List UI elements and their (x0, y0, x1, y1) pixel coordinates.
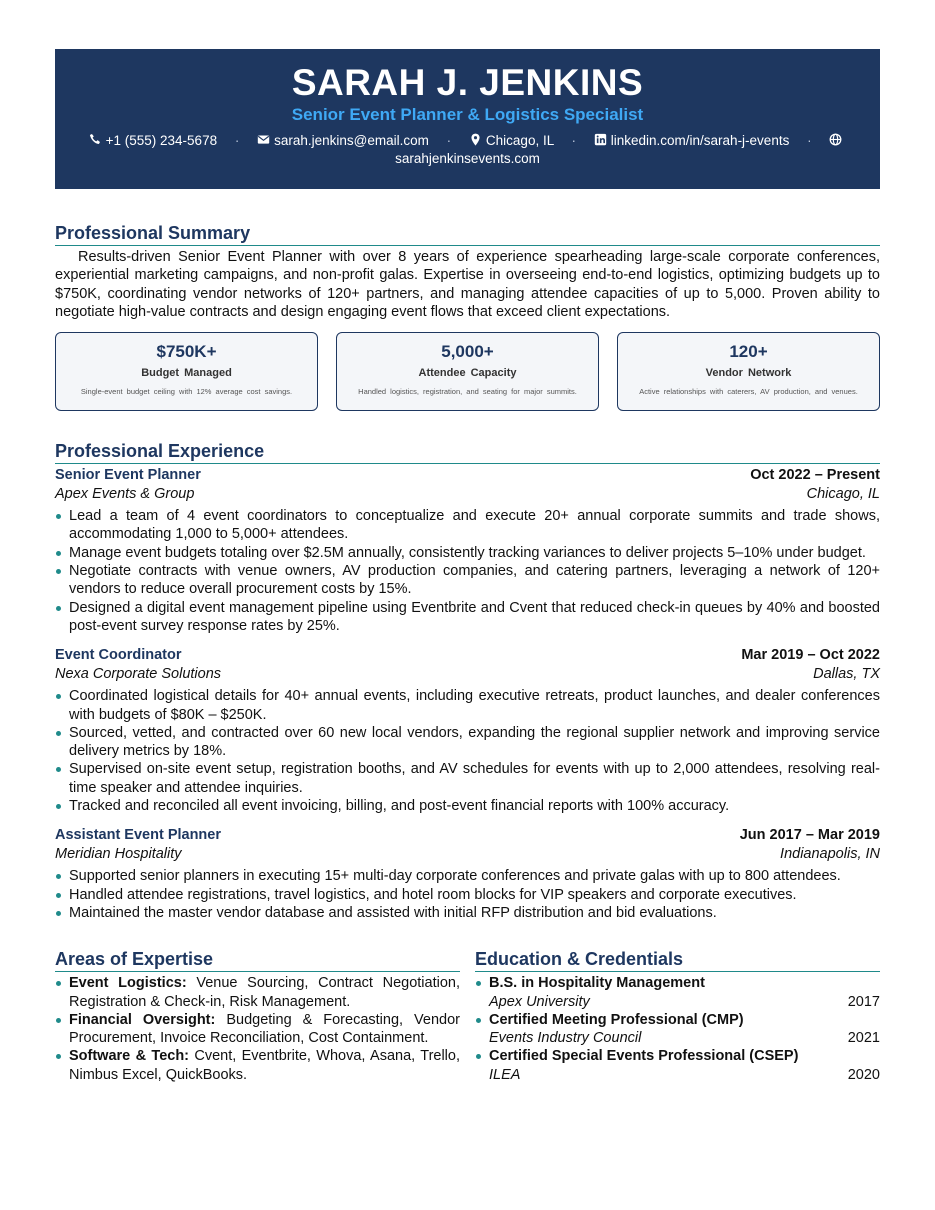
education-section (475, 948, 880, 1084)
contact-website-icon-wrap[interactable] (826, 133, 847, 148)
list-item: Sourced, vetted, and contracted over 60 new local vendors, expanding the regional supplier network and improving service delivery metrics by 18%. (55, 724, 880, 761)
list-item: Supervised on-site event setup, registration booths, and AV schedules for events with up to 2,000 attendees, resolving real-time speaker and attendee inquiries. (55, 760, 880, 797)
education-degree: B.S. in Hospitality Management (489, 975, 705, 992)
list-item: Maintained the master vendor database and assisted with initial RFP distribution and bid evaluations. (55, 904, 880, 922)
education-year: 2017 (847, 993, 880, 1010)
summary-title: Professional Summary (55, 222, 880, 246)
stats-row (55, 332, 880, 411)
job-bullets (55, 507, 880, 635)
list-item: Handled attendee registrations, travel logistics, and hotel room blocks for VIP speakers and corporate executives. (55, 886, 880, 904)
list-item (475, 1011, 880, 1048)
expertise-label: Software & Tech: (69, 1048, 190, 1065)
stat-value: 120+ (729, 342, 768, 362)
contact-phone-text: +1 (555) 234-5678 (105, 133, 218, 148)
envelope-icon (257, 133, 270, 146)
job-location: Dallas, TX (813, 665, 880, 682)
contact-email[interactable] (253, 133, 432, 148)
list-item (475, 1047, 880, 1084)
stat-value: 5,000+ (441, 342, 494, 362)
stat-label: Vendor Network (705, 367, 792, 380)
contact-email-text: sarah.jenkins@email.com (274, 133, 429, 148)
list-item (55, 1047, 460, 1084)
education-school: Events Industry Council (489, 1030, 642, 1047)
job-entry (55, 826, 880, 922)
expertise-label: Event Logistics: (69, 975, 187, 992)
list-item (55, 1011, 460, 1048)
job-bullets (55, 867, 880, 922)
education-year: 2020 (847, 1066, 880, 1083)
contact-separator: · (807, 133, 812, 148)
stat-description: Handled logistics, registration, and seating for major summits. (358, 387, 577, 397)
list-item: Supported senior planners in executing 15+ multi-day corporate conferences and private galas with up to 800 attendees. (55, 867, 880, 885)
expertise-list (55, 974, 460, 1084)
job-company: Meridian Hospitality (55, 845, 182, 862)
stat-value: $750K+ (156, 342, 217, 362)
education-school: Apex University (489, 993, 590, 1010)
job-entry (55, 466, 880, 635)
stat-label: Attendee Capacity (418, 367, 517, 380)
resume-page (55, 49, 880, 1084)
summary-section (55, 222, 880, 411)
contact-location-text: Chicago, IL (485, 133, 554, 148)
contact-line (55, 132, 880, 168)
job-role: Assistant Event Planner (55, 827, 221, 844)
experience-section (55, 440, 880, 922)
job-entry (55, 646, 880, 815)
stat-description: Active relationships with caterers, AV production, and venues. (639, 387, 858, 397)
list-item: Designed a digital event management pipeline using Eventbrite and Cvent that reduced check-in queues by 40% and boosted post-event survey response rates by 25%. (55, 599, 880, 636)
experience-title: Professional Experience (55, 440, 880, 464)
contact-linkedin-text: linkedin.com/in/sarah-j-events (610, 133, 790, 148)
job-bullets (55, 687, 880, 815)
contact-separator: · (234, 133, 240, 148)
contact-linkedin[interactable] (590, 133, 793, 148)
job-role: Event Coordinator (55, 647, 182, 664)
education-list (475, 974, 880, 1084)
list-item (475, 974, 880, 1011)
expertise-title: Areas of Expertise (55, 948, 460, 972)
education-degree: Certified Special Events Professional (CSEP) (489, 1048, 799, 1065)
linkedin-icon (594, 133, 607, 146)
job-dates: Oct 2022 – Present (750, 467, 880, 484)
list-item: Manage event budgets totaling over $2.5M annually, consistently tracking variances to deliver projects 5–10% under budget. (55, 544, 880, 562)
list-item: Lead a team of 4 event coordinators to conceptualize and execute 20+ annual corporate summits and trade shows, accommodating 1,000 to 5,000+ attendees. (55, 507, 880, 544)
stat-description: Single-event budget ceiling with 12% average cost savings. (80, 387, 293, 397)
education-year: 2021 (847, 1030, 880, 1047)
job-location: Chicago, IL (806, 485, 880, 502)
job-dates: Jun 2017 – Mar 2019 (739, 827, 880, 844)
stat-card (55, 332, 318, 411)
expertise-text: Venue Sourcing, Contract Negotiation, Registration & Check-in, Risk Management. (69, 975, 461, 1010)
job-company: Apex Events & Group (55, 485, 195, 502)
expertise-text: Cvent, Eventbrite, Whova, Asana, Trello, Nimbus Excel, QuickBooks. (69, 1048, 460, 1083)
list-item: Coordinated logistical details for 40+ annual events, including executive retreats, product launches, and dealer conferences with budgets of $80K – $250K. (55, 687, 880, 724)
job-location: Indianapolis, IN (780, 845, 880, 862)
expertise-label: Financial Oversight: (69, 1011, 216, 1028)
contact-separator: · (446, 133, 452, 148)
education-school: ILEA (489, 1066, 521, 1083)
contact-separator: · (571, 133, 576, 148)
candidate-headline: Senior Event Planner & Logistics Specialist (291, 105, 644, 124)
job-company: Nexa Corporate Solutions (55, 665, 222, 682)
education-title: Education & Credentials (475, 948, 880, 972)
list-item: Negotiate contracts with venue owners, AV production companies, and catering partners, leveraging a network of 120+ vendors to reduce overall procurement costs by 15%. (55, 562, 880, 599)
candidate-name: SARAH J. JENKINS (291, 62, 644, 103)
contact-location (465, 133, 557, 148)
job-role: Senior Event Planner (55, 467, 201, 484)
resume-header (55, 49, 880, 189)
job-dates: Mar 2019 – Oct 2022 (741, 647, 880, 664)
globe-icon (829, 133, 842, 146)
list-item (55, 974, 460, 1011)
expertise-section (55, 948, 460, 1084)
expertise-text: Budgeting & Forecasting, Vendor Procurement, Invoice Reconciliation, Cost Containment. (69, 1011, 460, 1047)
phone-icon (89, 133, 102, 146)
stat-card (617, 332, 880, 411)
contact-phone[interactable] (89, 133, 221, 148)
summary-text: Results-driven Senior Event Planner with over 8 years of experience spearheading large-scale corporate conferences, experiential marketing campaigns, and non-profit galas. Expertise in overseeing end-to-end logistics, optimizing budgets up to $750K, coordinating vendor networks of 120+ partners, and managing attendee capacities of up to 5,000. Proven ability to negotiate high-value contracts and design engaging event flows that exceed client expectations. (55, 249, 880, 320)
list-item: Tracked and reconciled all event invoicing, billing, and post-event financial reports with 100% accuracy. (55, 797, 880, 815)
contact-website[interactable]: sarahjenkinsevents.com (395, 151, 540, 166)
stat-label: Budget Managed (141, 367, 232, 380)
bottom-columns (55, 948, 880, 1084)
stat-card (336, 332, 599, 411)
map-pin-icon (469, 133, 482, 146)
education-degree: Certified Meeting Professional (CMP) (489, 1011, 744, 1028)
